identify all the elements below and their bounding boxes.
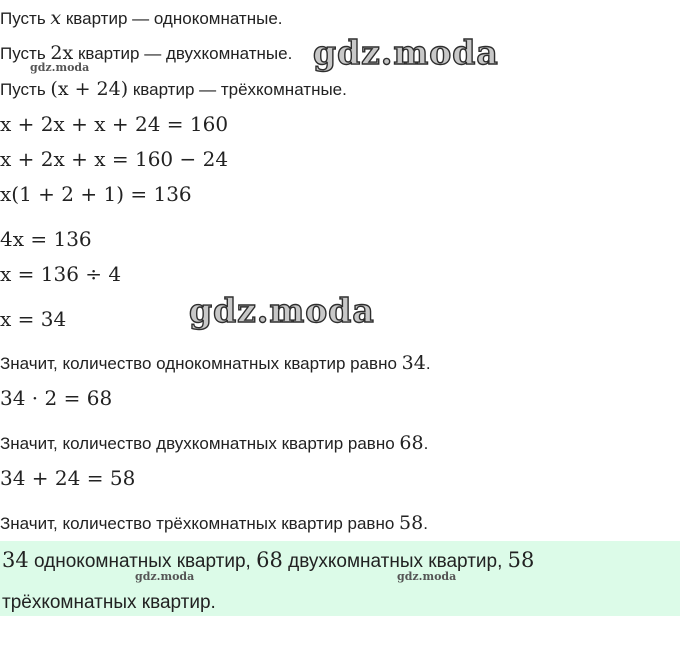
conclusion-text: Значит, количество трёхкомнатных квартир равно <box>0 514 400 533</box>
answer-text: однокомнатных квартир, <box>28 551 257 572</box>
equation-line: x = 34 <box>0 307 67 331</box>
conclusion-period: . <box>423 434 429 453</box>
conclusion-one-room <box>0 354 431 373</box>
watermark-logo: gdz.moda <box>189 291 375 330</box>
watermark-small: gdz.moda <box>30 61 90 74</box>
conclusion-number: 58 <box>399 512 424 534</box>
watermark-small: gdz.moda <box>135 570 195 583</box>
equation-line: x(1 + 2 + 1) = 136 <box>0 182 192 206</box>
statement-three-room <box>0 80 347 99</box>
conclusion-text: Значит, количество однокомнатных квартир равно <box>0 354 402 373</box>
equation-line: 34 · 2 = 68 <box>0 386 113 410</box>
equation-line: 34 + 24 = 58 <box>0 466 136 490</box>
statement-text: Пусть <box>0 44 51 63</box>
answer-number: 58 <box>507 548 535 572</box>
conclusion-text: Значит, количество двухкомнатных квартир равно <box>0 434 400 453</box>
answer-number: 68 <box>256 548 283 572</box>
statement-text: квартир — трёхкомнатные. <box>128 80 347 99</box>
equation-line: x + 2x + x = 160 − 24 <box>0 147 229 171</box>
equation-line: x + 2x + x + 24 = 160 <box>0 112 229 136</box>
statement-text: квартир — однокомнатные. <box>61 9 283 28</box>
answer-line-2: трёхкомнатных квартир. <box>2 592 216 613</box>
answer-number: 34 <box>2 548 29 572</box>
equation-line: x = 136 ÷ 4 <box>0 262 122 286</box>
conclusion-number: 34 <box>401 352 426 374</box>
equation-line: 4x = 136 <box>0 227 92 251</box>
statement-text: Пусть <box>0 9 51 28</box>
conclusion-period: . <box>425 354 431 373</box>
answer-box <box>0 541 680 616</box>
answer-line-1 <box>2 550 534 571</box>
watermark-logo: gdz.moda <box>313 33 499 72</box>
math-expression: (x + 24) <box>50 78 129 100</box>
math-expression: 2x <box>50 42 74 64</box>
conclusion-two-room <box>0 434 428 453</box>
statement-one-room <box>0 9 283 28</box>
conclusion-three-room <box>0 514 428 533</box>
math-variable: x <box>50 7 62 29</box>
conclusion-number: 68 <box>399 432 424 454</box>
conclusion-period: . <box>423 514 428 533</box>
answer-text: двухкомнатных квартир, <box>282 551 508 572</box>
watermark-small: gdz.moda <box>397 570 457 583</box>
statement-text: квартир — двухкомнатные. <box>73 44 293 63</box>
statement-text: Пусть <box>0 80 51 99</box>
